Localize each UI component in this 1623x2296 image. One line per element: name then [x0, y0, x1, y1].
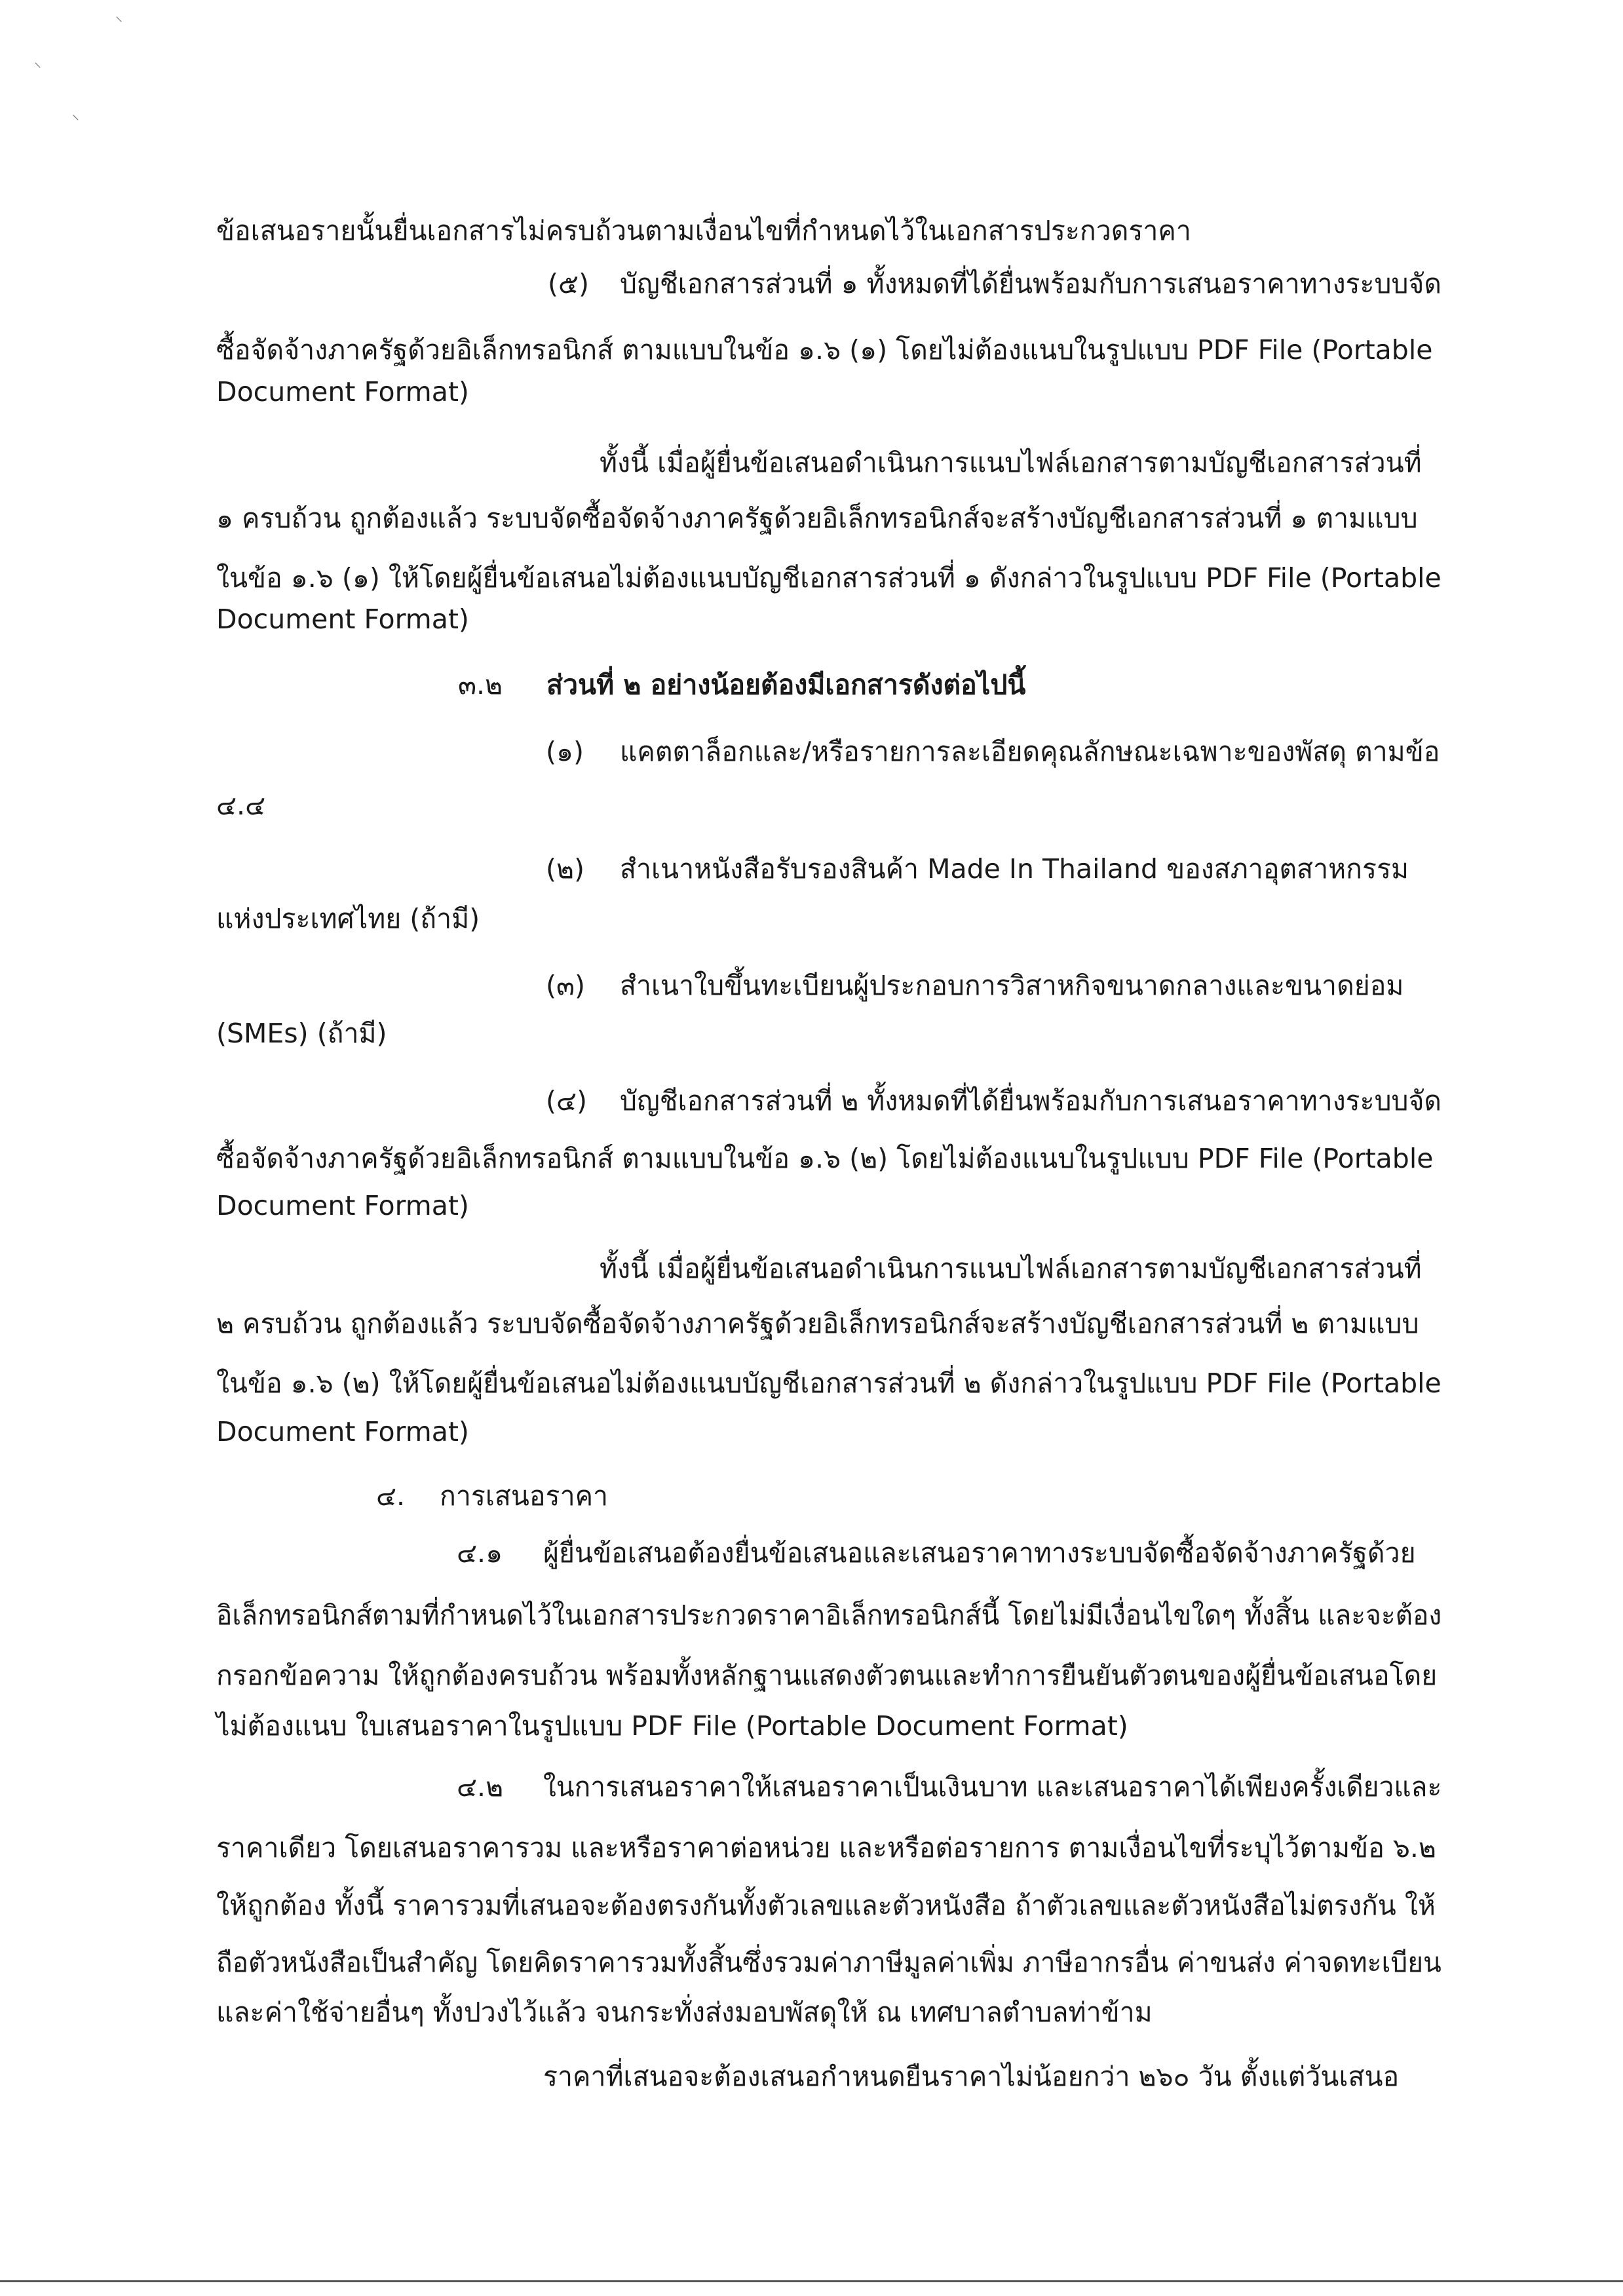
text-line: บัญชีเอกสารส่วนที่ ๒ ทั้งหมดที่ได้ยื่นพร้อมกับการเสนอราคาทางระบบจัด: [620, 1085, 1442, 1117]
text-line: Document Format): [216, 376, 469, 408]
section-heading: ส่วนที่ ๒ อย่างน้อยต้องมีเอกสารดังต่อไปนี้: [546, 669, 1026, 700]
text-line: ไม่ต้องแนบ ใบเสนอราคาในรูปแบบ PDF File (Portable Document Format): [216, 1710, 1128, 1742]
text-line: ๔.๔: [216, 790, 266, 821]
text-line: แห่งประเทศไทย (ถ้ามี): [216, 903, 480, 934]
text-line: ในข้อ ๑.๖ (๒) ให้โดยผู้ยื่นข้อเสนอไม่ต้องแนบบัญชีเอกสารส่วนที่ ๒ ดังกล่าวในรูปแบบ PDF File (Portable: [216, 1368, 1442, 1399]
text-line: ผู้ยื่นข้อเสนอต้องยื่นข้อเสนอและเสนอราคาทางระบบจัดซื้อจัดจ้างภาครัฐด้วย: [543, 1537, 1416, 1569]
text-line: ในข้อ ๑.๖ (๑) ให้โดยผู้ยื่นข้อเสนอไม่ต้องแนบบัญชีเอกสารส่วนที่ ๑ ดังกล่าวในรูปแบบ PDF File (Portable: [216, 562, 1442, 594]
section-heading: การเสนอราคา: [440, 1480, 609, 1512]
text-line: Document Format): [216, 1190, 469, 1221]
text-line: ซื้อจัดจ้างภาครัฐด้วยอิเล็กทรอนิกส์ ตามแบบในข้อ ๑.๖ (๑) โดยไม่ต้องแนบในรูปแบบ PDF File (Portable: [216, 334, 1433, 366]
item-number: (๑): [546, 736, 584, 767]
section-number: ๓.๒: [458, 669, 503, 700]
text-line: ถือตัวหนังสือเป็นสำคัญ โดยคิดราคารวมทั้งสิ้นซึ่งรวมค่าภาษีมูลค่าเพิ่ม ภาษีอากรอื่น ค่าขนส่ง ค่าจดทะเบียน: [216, 1947, 1442, 1978]
text-line: สำเนาหนังสือรับรองสินค้า Made In Thailand ของสภาอุตสาหกรรม: [620, 853, 1409, 885]
text-line: ราคาเดียว โดยเสนอราคารวม และหรือราคาต่อหน่วย และหรือต่อรายการ ตามเงื่อนไขที่ระบุไว้ตามข้อ ๖.๒: [216, 1832, 1436, 1864]
text-line: แคตตาล็อกและ/หรือรายการละเอียดคุณลักษณะเฉพาะของพัสดุ ตามข้อ: [620, 736, 1440, 767]
text-line: อิเล็กทรอนิกส์ตามที่กำหนดไว้ในเอกสารประกวดราคาอิเล็กทรอนิกส์นี้ โดยไม่มีเงื่อนไขใดๆ ทั้งสิ้น และจะต้อง: [216, 1599, 1442, 1631]
text-line: Document Format): [216, 603, 469, 635]
text-line: บัญชีเอกสารส่วนที่ ๑ ทั้งหมดที่ได้ยื่นพร้อมกับการเสนอราคาทางระบบจัด: [620, 268, 1442, 299]
subsection-number: ๔.๒: [457, 1771, 504, 1803]
text-line: สำเนาใบขึ้นทะเบียนผู้ประกอบการวิสาหกิจขนาดกลางและขนาดย่อม: [620, 970, 1404, 1001]
scan-speck-mark: ⸌: [115, 14, 123, 31]
section-number: ๔.: [376, 1480, 406, 1512]
scan-speck-mark: ⸌: [72, 113, 80, 129]
text-line: ทั้งนี้ เมื่อผู้ยื่นข้อเสนอดำเนินการแนบไฟล์เอกสารตามบัญชีเอกสารส่วนที่: [600, 447, 1422, 478]
item-number: (๔): [546, 1085, 588, 1117]
subsection-number: ๔.๑: [457, 1537, 503, 1569]
text-line: Document Format): [216, 1416, 469, 1447]
text-line: ซื้อจัดจ้างภาครัฐด้วยอิเล็กทรอนิกส์ ตามแบบในข้อ ๑.๖ (๒) โดยไม่ต้องแนบในรูปแบบ PDF File (Portable: [216, 1143, 1434, 1174]
item-number: (๓): [546, 970, 586, 1001]
item-number: (๕): [548, 268, 590, 299]
item-number: (๒): [546, 853, 585, 885]
text-line: ให้ถูกต้อง ทั้งนี้ ราคารวมที่เสนอจะต้องตรงกันทั้งตัวเลขและตัวหนังสือ ถ้าตัวเลขและตัวหนังสือไม่ตรงกัน ให้: [216, 1890, 1436, 1921]
text-line: ๑ ครบถ้วน ถูกต้องแล้ว ระบบจัดซื้อจัดจ้างภาครัฐด้วยอิเล็กทรอนิกส์จะสร้างบัญชีเอกสารส่วนที่ ๑ ตามแบบ: [216, 503, 1418, 534]
text-line: ราคาที่เสนอจะต้องเสนอกำหนดยืนราคาไม่น้อยกว่า ๒๖๐ วัน ตั้งแต่วันเสนอ: [543, 2061, 1400, 2092]
text-line: ข้อเสนอรายนั้นยื่นเอกสารไม่ครบถ้วนตามเงื่อนไขที่กำหนดไว้ในเอกสารประกวดราคา: [216, 215, 1191, 246]
text-line: (SMEs) (ถ้ามี): [216, 1018, 387, 1049]
text-line: ทั้งนี้ เมื่อผู้ยื่นข้อเสนอดำเนินการแนบไฟล์เอกสารตามบัญชีเอกสารส่วนที่: [600, 1253, 1422, 1284]
scan-bottom-edge: [0, 2280, 1623, 2282]
text-line: ในการเสนอราคาให้เสนอราคาเป็นเงินบาท และเสนอราคาได้เพียงครั้งเดียวและ: [543, 1771, 1442, 1803]
scan-speck-mark: ⸌: [34, 60, 42, 77]
text-line: และค่าใช้จ่ายอื่นๆ ทั้งปวงไว้แล้ว จนกระทั่งส่งมอบพัสดุให้ ณ เทศบาลตำบลท่าข้าม: [216, 1997, 1153, 2028]
text-line: ๒ ครบถ้วน ถูกต้องแล้ว ระบบจัดซื้อจัดจ้างภาครัฐด้วยอิเล็กทรอนิกส์จะสร้างบัญชีเอกสารส่วนที่ ๒ ตามแบบ: [216, 1308, 1419, 1339]
text-line: กรอกข้อความ ให้ถูกต้องครบถ้วน พร้อมทั้งหลักฐานแสดงตัวตนและทำการยืนยันตัวตนของผู้ยื่นข้อเสนอโดย: [216, 1660, 1438, 1691]
